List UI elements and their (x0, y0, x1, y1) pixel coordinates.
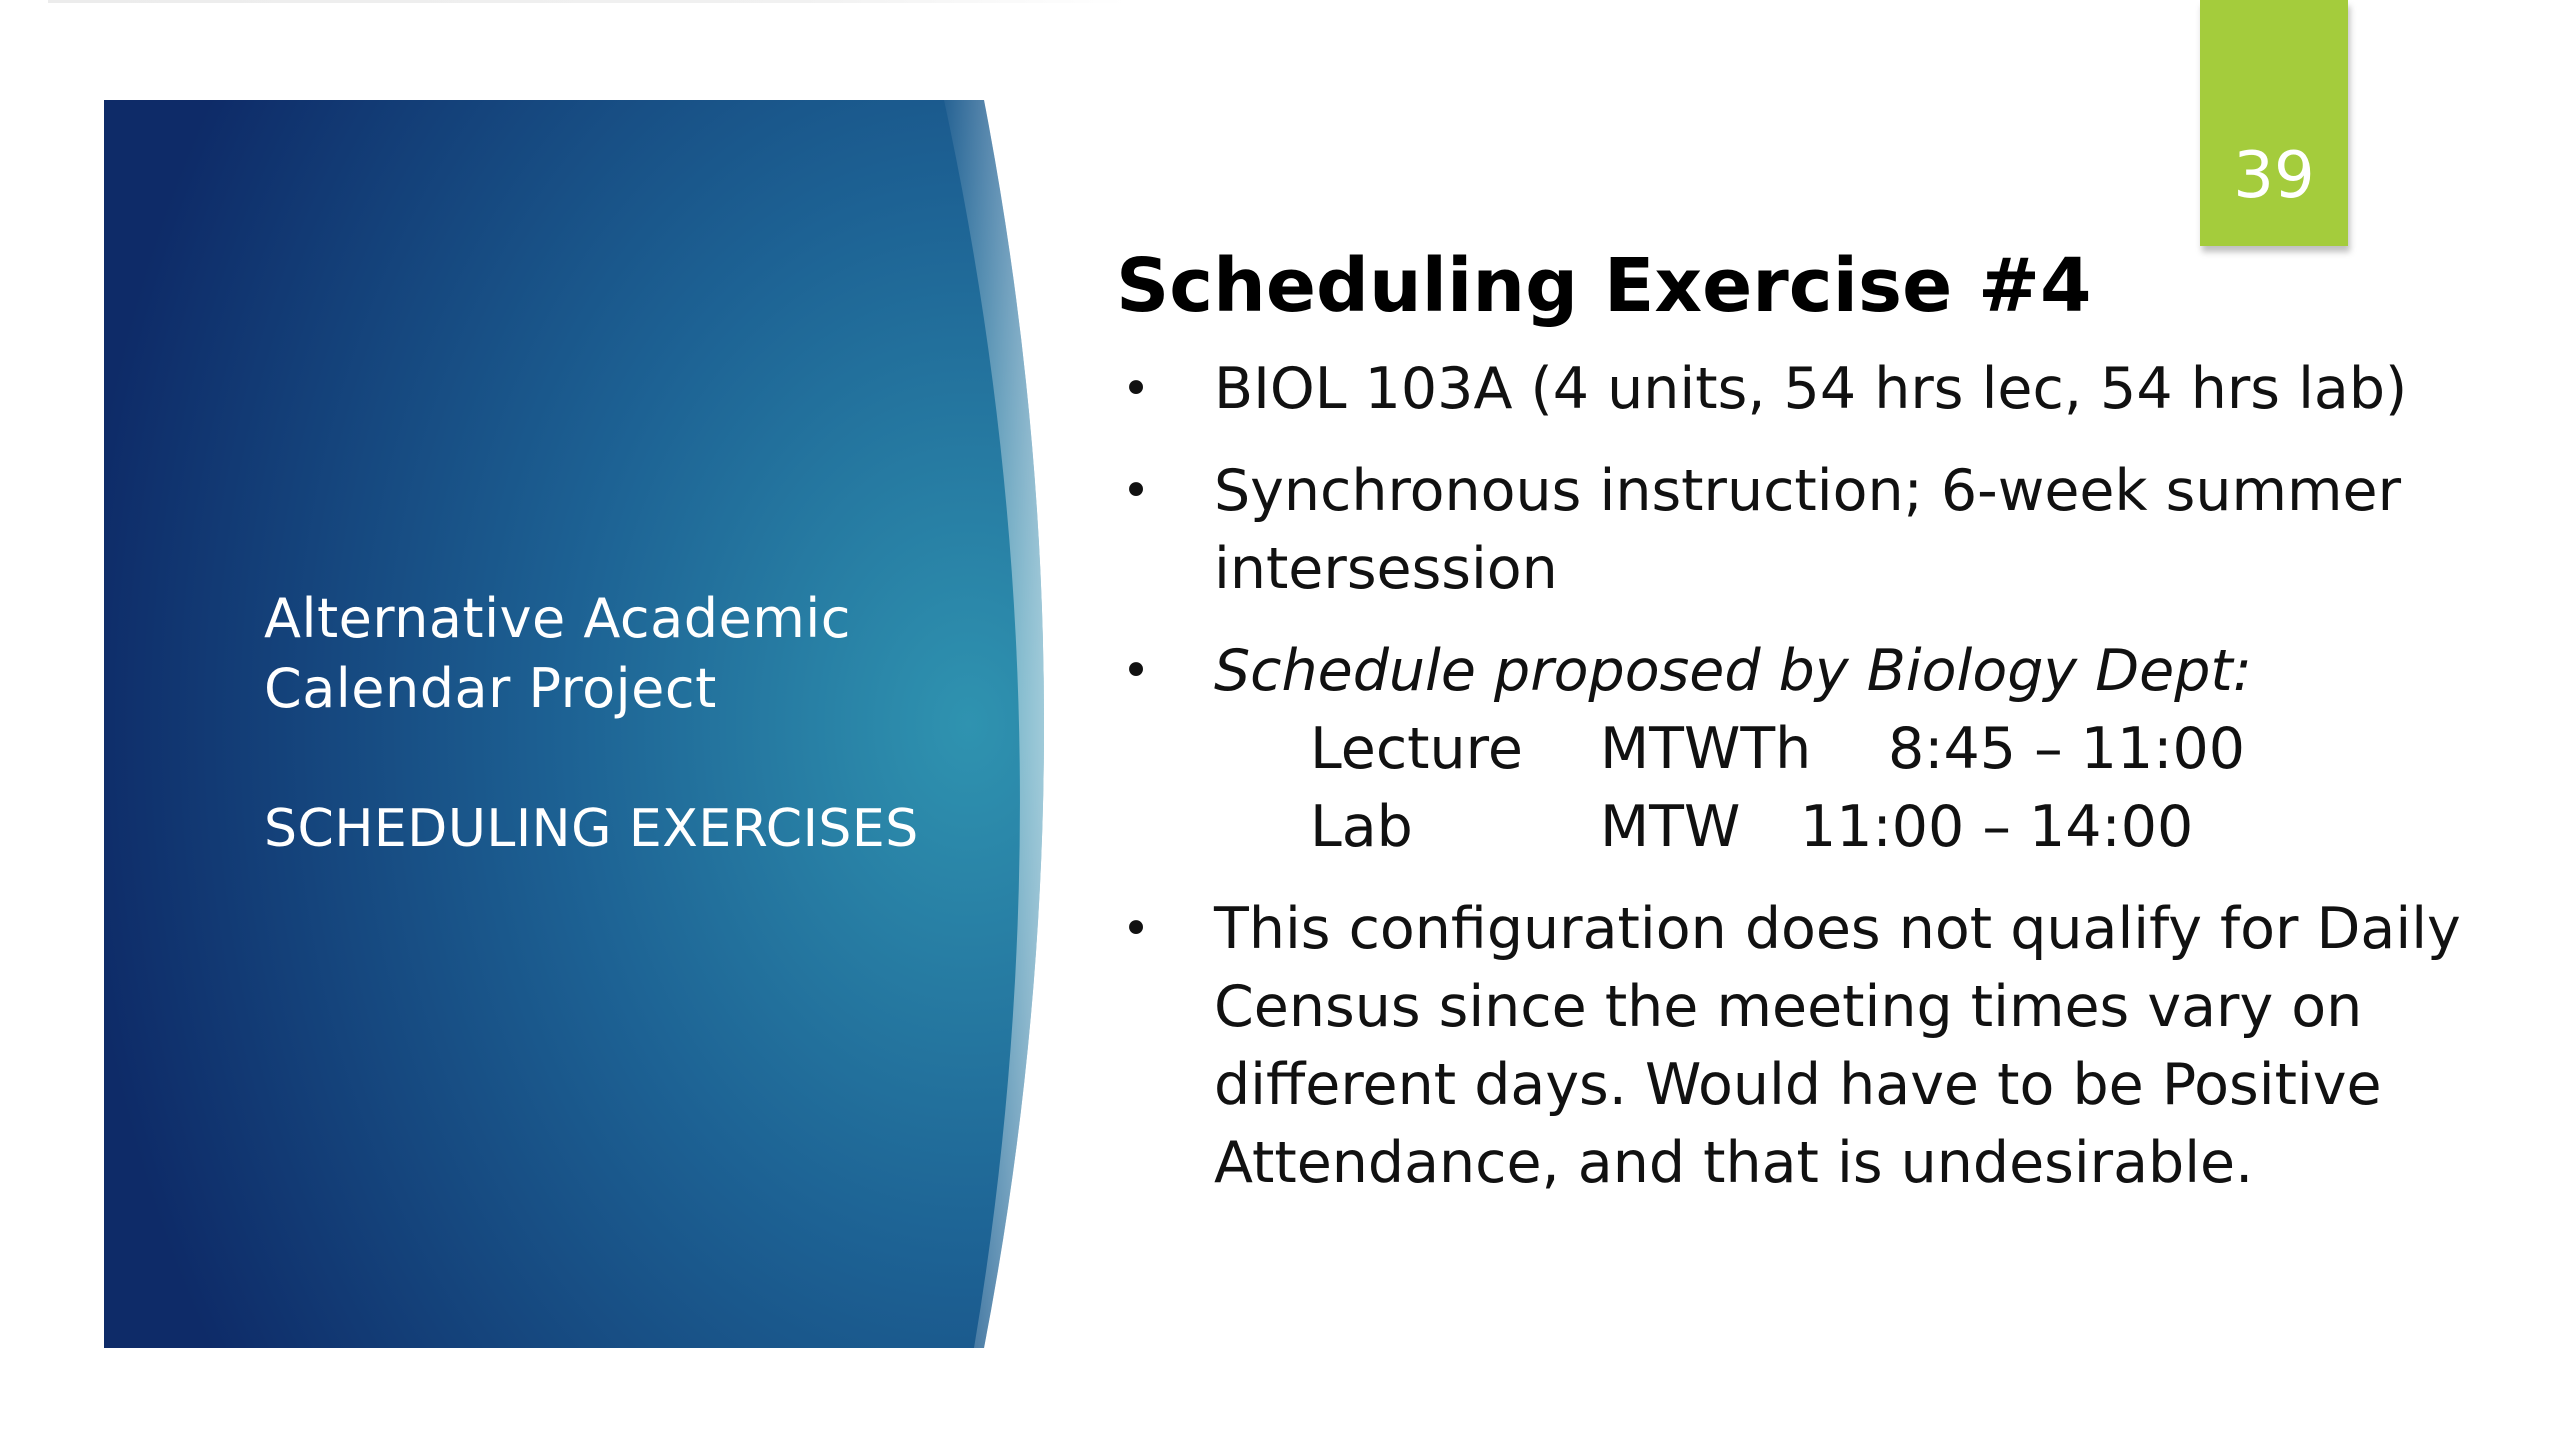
bullet-instruction-line1: Synchronous instruction; 6-week summer (1214, 458, 2402, 524)
bullet-census-line1: This configuration does not qualify for Daily (1214, 896, 2461, 962)
schedule-label: Lecture (1310, 716, 1523, 782)
slide-content (1116, 238, 2556, 1226)
bullet-census-line3: different days. Would have to be Positive (1214, 1052, 2382, 1118)
panel-title-line2: Calendar Project (264, 657, 717, 720)
schedule-time: 11:00 – 14:00 (1800, 794, 2194, 860)
panel-title-line1: Alternative Academic (264, 587, 851, 650)
panel-text (264, 584, 1044, 864)
bullet-list (1116, 350, 2556, 1202)
top-divider (48, 0, 1128, 3)
panel-subtitle: SCHEDULING EXERCISES (264, 799, 919, 859)
schedule-days: MTW (1600, 794, 1741, 860)
schedule-intro: Schedule proposed by Biology Dept: (1214, 638, 2252, 704)
schedule-days: MTWTh (1600, 716, 1812, 782)
bullet-course-text: BIOL 103A (4 units, 54 hrs lec, 54 hrs lab) (1214, 356, 2408, 422)
bullet-schedule (1116, 632, 2556, 866)
bullet-icon: • (1121, 643, 1151, 699)
bullet-census-line2: Census since the meeting times vary on (1214, 974, 2363, 1040)
bullet-icon: • (1121, 463, 1151, 519)
schedule-label: Lab (1310, 794, 1413, 860)
bullet-census (1116, 890, 2556, 1202)
bullet-instruction (1116, 452, 2556, 608)
bullet-icon: • (1121, 901, 1151, 957)
slide-number-badge (2200, 0, 2348, 246)
title-panel (104, 100, 1044, 1348)
schedule-row-lab (1214, 788, 2556, 866)
slide-number: 39 (2233, 139, 2315, 213)
schedule-time: 8:45 – 11:00 (1888, 716, 2246, 782)
schedule-row-lecture (1214, 710, 2556, 788)
bullet-icon: • (1121, 361, 1151, 417)
panel-title (264, 584, 1044, 724)
bullet-census-line4: Attendance, and that is undesirable. (1214, 1130, 2254, 1196)
bullet-course (1116, 350, 2556, 428)
bullet-instruction-line2: intersession (1214, 536, 1558, 602)
slide-heading: Scheduling Exercise #4 (1116, 243, 2092, 329)
